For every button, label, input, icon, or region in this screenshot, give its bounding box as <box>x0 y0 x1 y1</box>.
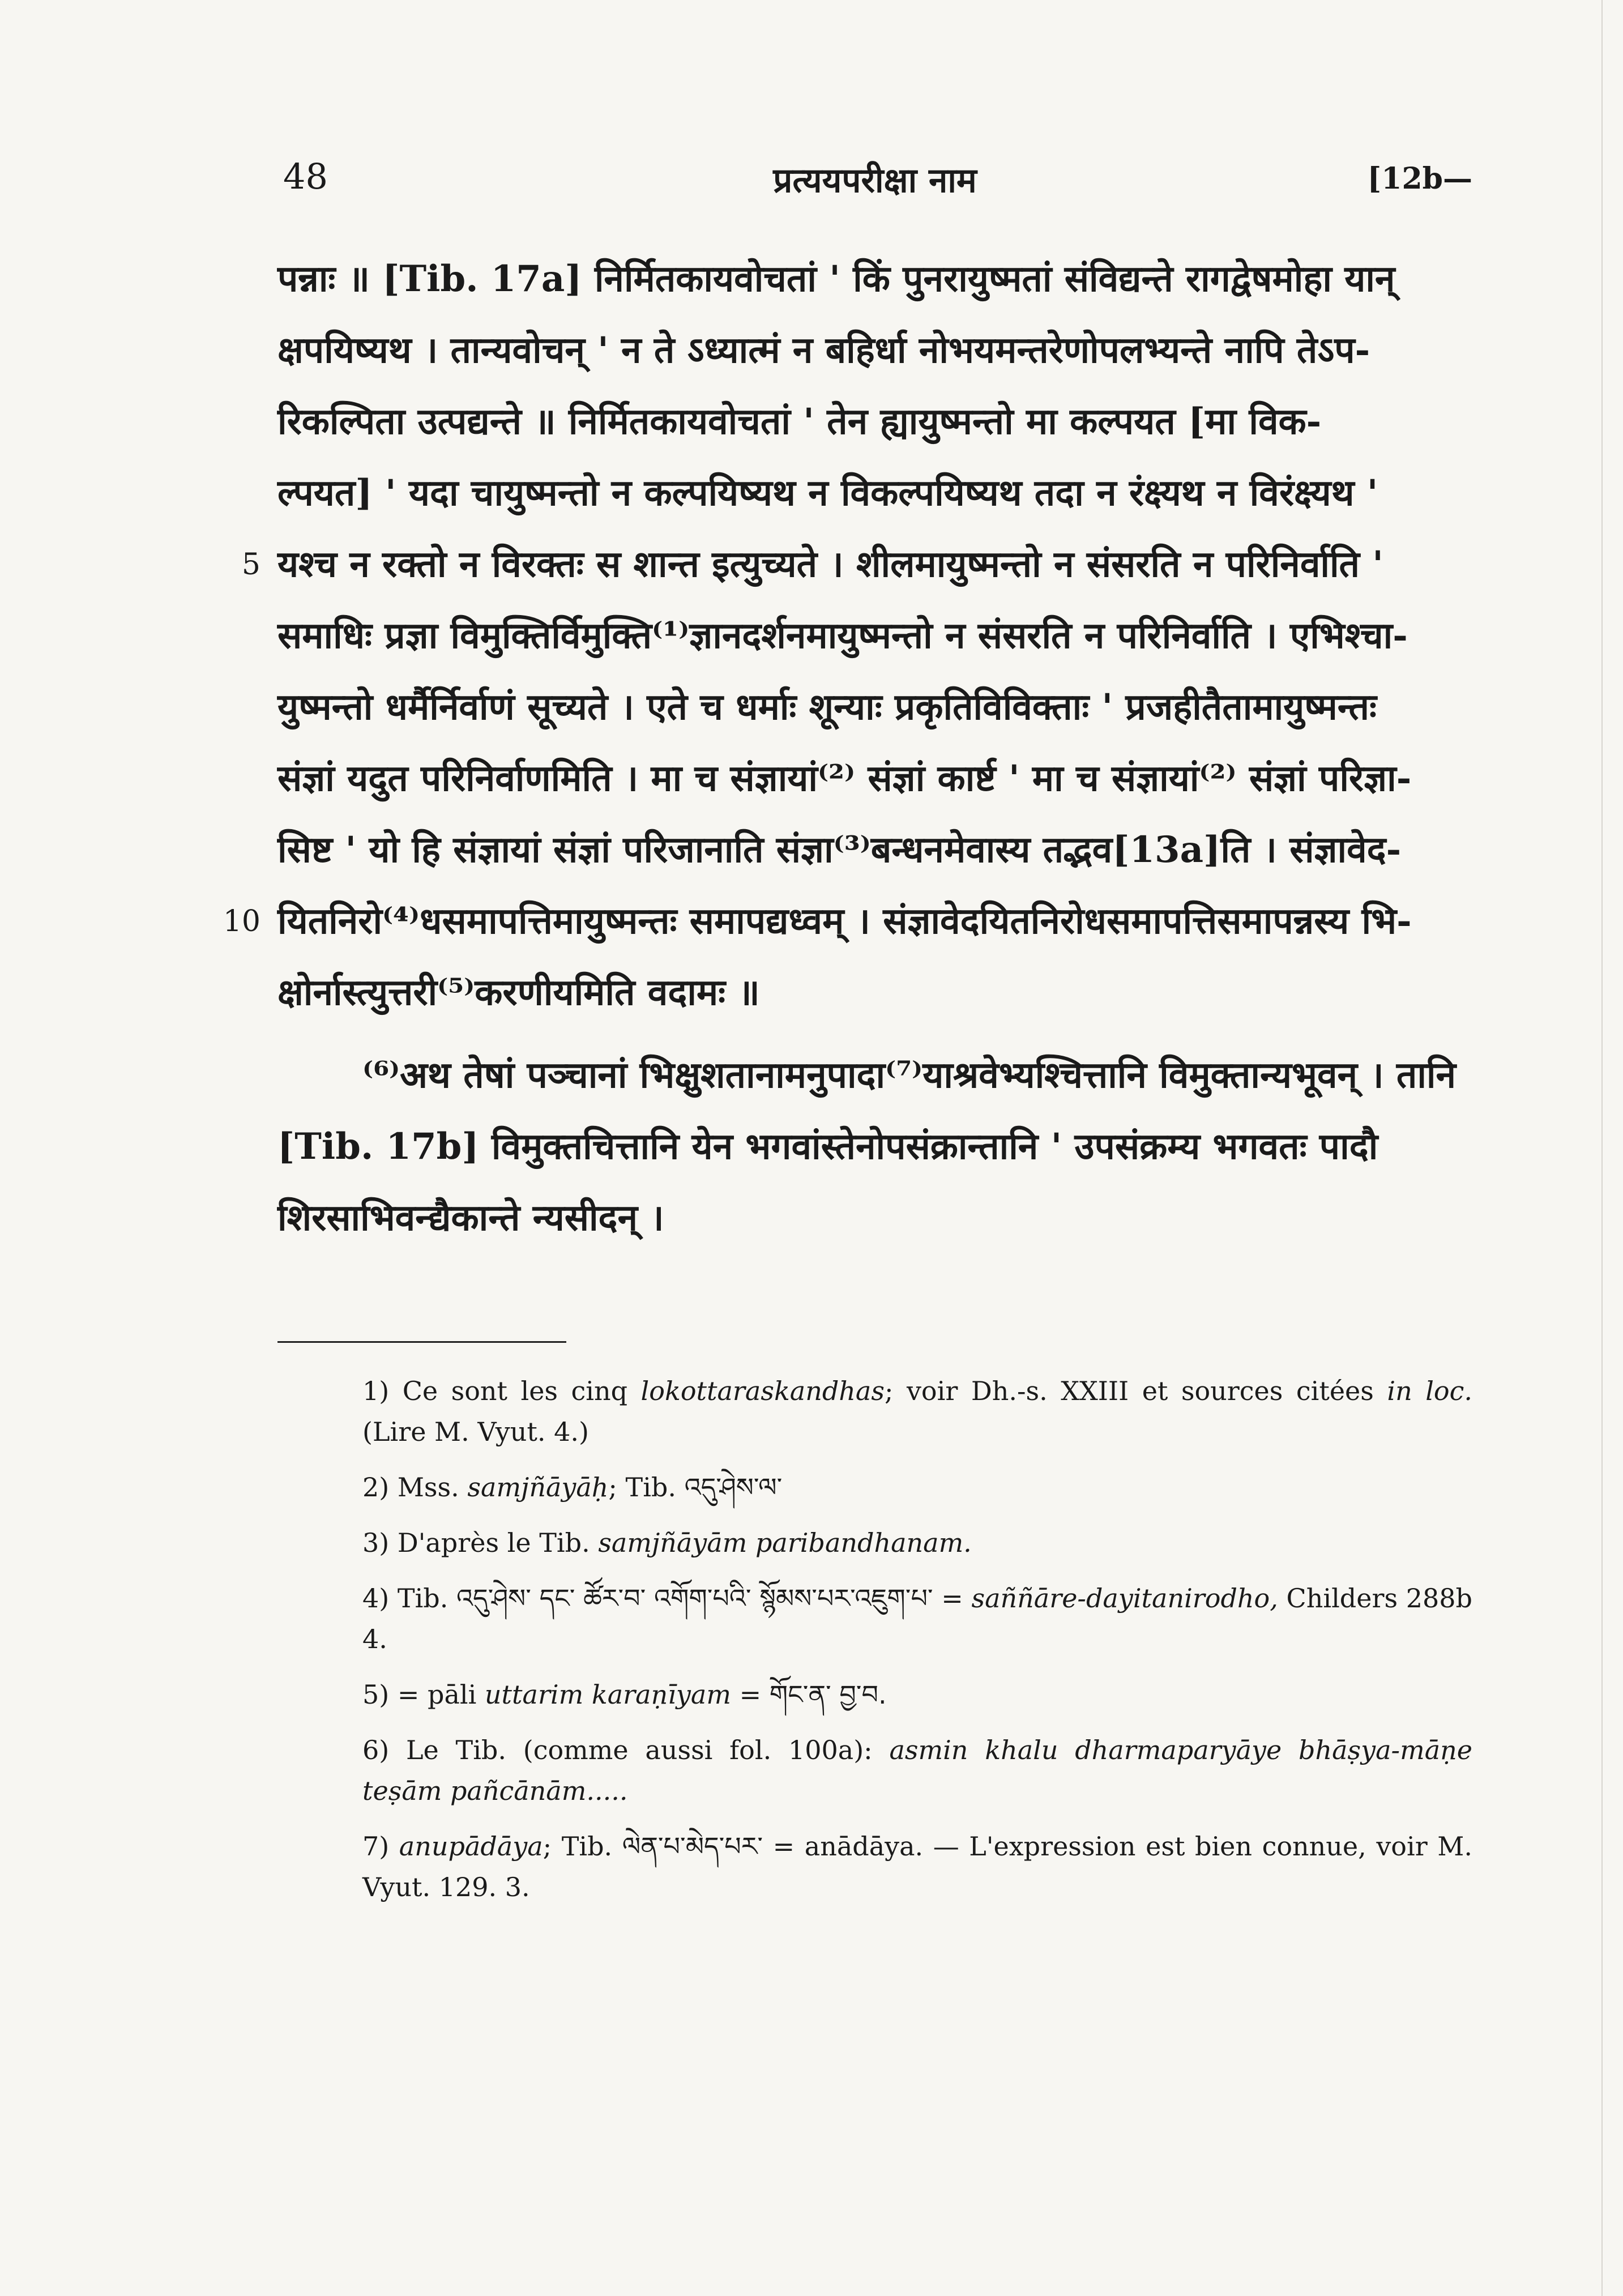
line-text: शिरसाभिवन्द्यैकान्ते न्यसीदन् । <box>277 1197 664 1239</box>
footnote-4 <box>277 1578 1472 1659</box>
line-text: क्षोर्नास्त्युत्तरी⁽⁵⁾करणीयमिति वदामः ॥ <box>277 971 760 1014</box>
running-title: प्रत्ययपरीक्षा नाम <box>773 161 977 200</box>
text-line <box>277 814 1472 886</box>
footnote-5 <box>277 1674 1472 1715</box>
line-text: युष्मन्तो धर्मैर्निर्वाणं सूच्यते । एते च धर्माः शून्याः प्रकृतिविविक्ताः ' प्रजहीतैतामायुष्मन्तः <box>277 686 1377 728</box>
footnote-7 <box>277 1826 1472 1907</box>
footnote-text: ; Tib. <box>543 1831 622 1862</box>
footnote-1 <box>277 1371 1472 1452</box>
text-line <box>241 529 1472 600</box>
footnote-italic: asmin khalu dharmaparyāye bhāṣya-māṇe teṣām pañcānām..... <box>362 1735 1472 1806</box>
text-line <box>277 1111 1472 1183</box>
text-line <box>223 886 1472 957</box>
footnote-text: ; voir Dh.-s. XXIII et sources citées <box>884 1376 1387 1406</box>
footnote-italic: in loc. <box>1387 1376 1472 1406</box>
footnote-text: 5) = pāli <box>362 1679 485 1710</box>
line-text: क्षपयिष्यथ । तान्यवोचन् ' न ते ऽध्यात्मं न बहिर्धा नोभयमन्तरेणोपलभ्यन्ते नापि तेऽप- <box>277 329 1370 372</box>
footnote-italic: lokottaraskandhas <box>640 1376 885 1406</box>
text-line <box>277 957 1472 1028</box>
line-text: पन्नाः ॥ [Tib. 17a] निर्मितकायवोचतां ' किं पुनरायुष्मतां संविद्यन्ते रागद्वेषमोहा यान् <box>277 258 1395 300</box>
footnote-italic: uttarim karaṇīyam <box>484 1679 731 1710</box>
line-text: यश्च न रक्तो न विरक्तः स शान्त इत्युच्यते । शीलमायुष्मन्तो न संसरति न परिनिर्वाति ' <box>277 543 1383 586</box>
tibetan-text: འདུ་ཤེས་ལ་ <box>684 1472 783 1503</box>
footnote-text: = anādāya. — L'expression est bien connue, voir M. Vyut. 129. 3. <box>362 1831 1472 1902</box>
sanskrit-text <box>223 244 1472 1254</box>
line-text: समाधिः प्रज्ञा विमुक्तिर्विमुक्ति⁽¹⁾ज्ञानदर्शनमायुष्मन्तो न संसरति न परिनिर्वाति । एभिश्चा- <box>277 614 1408 657</box>
tibetan-text: གོང་ན་ བྱ་བ. <box>769 1679 887 1710</box>
text-line <box>277 600 1472 672</box>
footnote-text: = <box>731 1679 770 1710</box>
footnote-italic: anupādāya <box>399 1831 543 1862</box>
line-text: संज्ञां यदुत परिनिर्वाणमिति । मा च संज्ञायां⁽²⁾ संज्ञां कार्ष्ट ' मा च संज्ञायां⁽²⁾ संज्ञां परिज्ञा- <box>277 757 1412 800</box>
footnote-text: (Lire M. Vyut. 4.) <box>362 1416 589 1447</box>
footnote-2 <box>277 1467 1472 1508</box>
footnote-text: 7) <box>362 1831 399 1862</box>
text-line <box>277 743 1472 814</box>
footnotes <box>277 1371 1472 1922</box>
line-text: यितनिरो⁽⁴⁾धसमापत्तिमायुष्मन्तः समापद्यध्वम् । संज्ञावेदयितनिरोधसमापत्तिसमापन्नस्य भि- <box>277 900 1412 942</box>
line-number: 5 <box>241 548 260 582</box>
footnote-italic: samjñāyāḥ <box>467 1472 609 1503</box>
text-line <box>277 672 1472 743</box>
line-text: [Tib. 17b] विमुक्तचित्तानि येन भगवांस्तेनोपसंक्रान्तानि ' उपसंक्रम्य भगवतः पादौ <box>277 1125 1378 1168</box>
footnote-text: 3) D'après le Tib. <box>362 1527 599 1558</box>
line-text: रिकल्पिता उत्पद्यन्ते ॥ निर्मितकायवोचतां ' तेन ह्यायुष्मन्तो मा कल्पयत [मा विक- <box>277 400 1322 443</box>
tibetan-text: འདུ་ཤེས་ དང་ ཚོར་བ་ འགོག་པའི་ སྙོམས་པར་འཇུག་པ་ <box>456 1583 933 1614</box>
text-line <box>277 244 1472 315</box>
footnote-text: 4) Tib. <box>362 1583 457 1614</box>
text-line <box>277 1040 1472 1111</box>
footnote-italic: samjñāyām paribandhanam. <box>598 1527 972 1558</box>
text-line <box>277 1183 1472 1254</box>
footnote-6 <box>277 1730 1472 1811</box>
footnote-text: = <box>933 1583 972 1614</box>
text-line <box>277 386 1472 458</box>
footnote-text: 6) Le Tib. (comme aussi fol. 100a): <box>362 1735 890 1765</box>
footnote-3 <box>277 1522 1472 1563</box>
line-number: 10 <box>223 904 260 938</box>
footnote-text: ; Tib. <box>608 1472 685 1503</box>
running-header <box>277 156 1472 218</box>
text-line <box>277 458 1472 529</box>
tibetan-text: ལེན་པ་མེད་པར་ <box>622 1831 763 1862</box>
page-number: 48 <box>283 156 328 197</box>
footnote-text: 2) Mss. <box>362 1472 468 1503</box>
footnote-italic: saññāre-dayitanirodho, <box>971 1583 1278 1614</box>
line-text: सिष्ट ' यो हि संज्ञायां संज्ञां परिजानाति संज्ञा⁽³⁾बन्धनमेवास्य तद्भव[13a]ति । संज्ञावेद- <box>277 829 1402 871</box>
footnote-text: 1) Ce sont les cinq <box>362 1376 641 1406</box>
text-line <box>277 315 1472 386</box>
folio-reference: [12b— <box>1367 161 1472 196</box>
footnote-rule <box>277 1341 566 1343</box>
footnote-text: Childers 288b 4. <box>362 1583 1472 1654</box>
line-text: ⁽⁶⁾अथ तेषां पञ्चानां भिक्षुशतानामनुपादा⁽⁷⁾याश्रवेभ्यश्चित्तानि विमुक्तान्यभूवन् । तानि <box>362 1054 1457 1096</box>
scan-edge <box>1601 0 1603 2296</box>
line-text: ल्पयत] ' यदा चायुष्मन्तो न कल्पयिष्यथ न विकल्पयिष्यथ तदा न रंक्ष्यथ न विरंक्ष्यथ ' <box>277 472 1378 514</box>
